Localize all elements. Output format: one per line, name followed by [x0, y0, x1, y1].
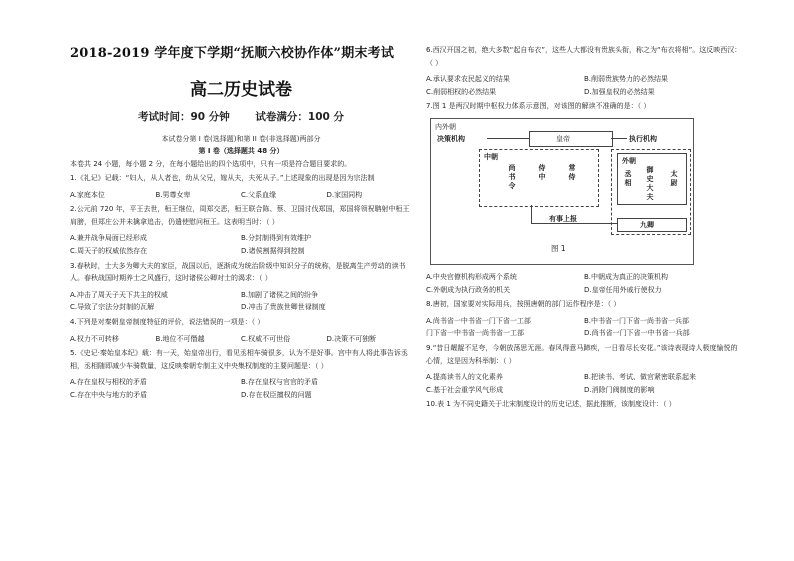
- question-stem: 春秋时，士大多为卿大夫的家臣，战国以后，逐渐成为统治阶级中知识分子的统称，是脱离生产劳动的读书人。春秋战国时期养士之风盛行，这时诸侯公卿对士的渴求：（ ）: [70, 261, 406, 283]
- option-c[interactable]: C.外朝成为执行政务的机关: [426, 285, 511, 294]
- question-2-options: [70, 232, 412, 257]
- diagram-label-emperor: 皇帝: [556, 134, 570, 143]
- option-c[interactable]: C.基于社会重学风气形成: [426, 385, 504, 394]
- question-2: [70, 203, 412, 228]
- option-c[interactable]: C.导致了宗法分封制的瓦解: [70, 303, 155, 312]
- option-a[interactable]: A.兼并战争局面已经形成: [70, 234, 147, 243]
- option-a[interactable]: A.冲击了周天子天下共主的权威: [70, 290, 168, 299]
- section-intro: 本卷共 24 小题，每小题 2 分，在每小题给出的四个选项中，只有一项是符合题目要求的。: [70, 160, 352, 168]
- diagram-caption: 图 1: [551, 243, 566, 253]
- question-6: [426, 44, 742, 69]
- question-10: [426, 398, 742, 411]
- option-c[interactable]: C.权威不可世俗: [241, 334, 291, 343]
- question-number: 7.: [426, 102, 433, 111]
- question-1: [70, 172, 412, 185]
- option-b[interactable]: B.分封制得到有效维护: [241, 234, 312, 243]
- diagram-label-report: 有事上报: [549, 214, 577, 223]
- option-b[interactable]: B.把读书、考试、做官紧密联系起来: [584, 373, 697, 382]
- exam-meta: [70, 109, 412, 124]
- question-number: 5.: [70, 349, 77, 358]
- question-number: 8.: [426, 300, 433, 309]
- question-stem: 《礼记》记载：“妇人，从人者也，幼从父兄，嫁从夫，夫死从子。”上述现象的出现是因为宗法制: [76, 174, 375, 182]
- diagram-label-nine-ministers: 九卿: [640, 220, 654, 229]
- question-number: 3.: [70, 261, 77, 270]
- option-d[interactable]: D.存在权臣擅权的问题: [241, 390, 312, 399]
- inner-court-post: 尚书令: [508, 163, 516, 190]
- full-score: 试卷满分：100 分: [255, 111, 344, 123]
- question-stem: 公元前 720 年，平王去世，桓王继位，周郑交恶，桓王联合陈、蔡、卫国讨伐郑国，郑国将领祝聃射中桓王肩膀，但郑庄公并未擒拿追击，仍遣使慰问桓王。这表明当时：（ ）: [70, 205, 410, 226]
- inner-court-post: 侍中: [538, 163, 546, 181]
- option-b[interactable]: B.地位不可僭越: [155, 334, 205, 343]
- question-stem: 《史记·秦始皇本纪》载：有一天，始皇帝出行，看见丞相车骑很多，认为不是好事。宫中有人将此事告诉丞相，丞相随即减少车骑数量，这反映秦朝专制主义中央集权制度的主要问题是：（ ）: [70, 349, 408, 370]
- question-9: [426, 342, 742, 367]
- question-4: [70, 316, 412, 329]
- question-3: [70, 260, 412, 285]
- option-a[interactable]: A.存在皇权与相权的矛盾: [70, 378, 147, 387]
- option-a[interactable]: A.家庭本位: [70, 190, 105, 199]
- question-number: 4.: [70, 317, 77, 326]
- question-7-options: [426, 271, 742, 296]
- option-c[interactable]: C.周天子的权威依然存在: [70, 246, 148, 255]
- left-column: [70, 42, 412, 402]
- diagram-label-outer-court: 外朝: [622, 156, 636, 165]
- diagram-label-decision: 决策机构: [437, 134, 465, 143]
- option-c[interactable]: C.削弱相权的必然结果: [426, 87, 497, 96]
- exam-time: 考试时间：90 分钟: [137, 111, 230, 123]
- outer-court-post: 丞相: [624, 169, 632, 187]
- emperor-box: [529, 131, 613, 147]
- option-c[interactable]: C.存在中央与地方的矛盾: [70, 390, 148, 399]
- question-stem: 图 1 是两汉时期中枢权力体系示意图，对该图的解读不准确的是：（ ）: [432, 102, 651, 111]
- question-7: [426, 100, 742, 113]
- question-stem: 表 1 为不同史籍关于北宋制度设计的历史记述，据此推断，该制度设计：（ ）: [437, 400, 676, 409]
- connector-line: [487, 138, 529, 139]
- option-d[interactable]: D.尚书省一门下省一中书省一兵部: [584, 329, 690, 338]
- question-number: 2.: [70, 205, 77, 214]
- power-structure-diagram: [430, 118, 694, 265]
- diagram-label-outer: 内外朝: [435, 122, 456, 131]
- option-b[interactable]: B.加剧了诸侯之间的纷争: [241, 290, 319, 299]
- outer-court-post: 太尉: [670, 169, 678, 187]
- question-6-options: [426, 73, 742, 98]
- exam-header: 2018-2019 学年度下学期“抚顺六校协作体”期末考试: [70, 46, 395, 61]
- question-stem: 下列是对秦朝皇帝制度特征的评价，说法错误的一项是：（ ）: [76, 317, 265, 326]
- option-a[interactable]: A.权力不可转移: [70, 334, 119, 343]
- option-d[interactable]: D.诸侯割据得到控制: [241, 246, 305, 255]
- question-number: 6.: [426, 46, 433, 54]
- question-stem: “昔日龌龊不足夸，今朝放荡思无涯。春风得意马蹄疾，一日看尽长安花。”该诗表现诗人极度愉悦的心情，这是因为科举制：（ ）: [426, 343, 738, 365]
- question-stem: 唐初，国家要对实际用兵，按照唐朝的部门运作程序是：（ ）: [432, 300, 621, 309]
- option-b[interactable]: B.男尊女卑: [155, 190, 191, 199]
- structure-note: 本试卷分第 I 卷(选择题)和第 II 卷(非选择题)两部分: [161, 135, 321, 143]
- option-c[interactable]: C.父系血缘: [241, 190, 277, 199]
- outer-court-post: 御史大夫: [646, 165, 654, 201]
- option-d[interactable]: D.冲击了贵族世卿世禄制度: [241, 303, 326, 312]
- question-number: 9.: [426, 343, 433, 352]
- option-a[interactable]: A.尚书省一中书省一门下省一工部: [426, 316, 531, 325]
- option-d[interactable]: D.家国同构: [326, 190, 363, 199]
- option-d[interactable]: D.消除门阀制度的影响: [584, 385, 655, 394]
- question-8: [426, 298, 742, 311]
- question-3-options: [70, 289, 412, 314]
- question-9-options: [426, 371, 742, 396]
- outer-court-box: [617, 153, 687, 205]
- option-b[interactable]: B.削弱贵族势力的必然结果: [584, 75, 669, 84]
- section-title: 第 I 卷（选择题共 48 分）: [198, 147, 284, 155]
- option-a[interactable]: A.中央官僚机构形成两个系统: [426, 272, 517, 281]
- connector-line: [531, 205, 532, 223]
- nine-ministers-box: [617, 218, 687, 232]
- question-1-options: [70, 189, 412, 202]
- diagram-label-exec: 执行机构: [629, 134, 657, 143]
- option-c[interactable]: 门下省一中书省一尚书省一工部: [426, 329, 524, 338]
- option-d[interactable]: D.加强皇权的必然结果: [584, 87, 655, 96]
- question-number: 1.: [70, 174, 77, 182]
- option-b[interactable]: B.中书省一门下省一尚书省一兵部: [584, 316, 690, 325]
- option-d[interactable]: D.皇帝任用外戚行使权力: [584, 285, 662, 294]
- question-8-options: [426, 315, 742, 340]
- inner-court-post: 常侍: [568, 163, 576, 181]
- question-number: 10.: [426, 400, 438, 409]
- question-5-options: [70, 376, 412, 401]
- question-stem: 西汉开国之初，绝大多数“起自布衣”，这些人大都没有贵族头衔，称之为“布衣将相”。这反映西汉：（ ）: [426, 46, 742, 67]
- question-5: [70, 347, 412, 372]
- option-a[interactable]: A.提高读书人的文化素养: [426, 373, 503, 382]
- question-4-options: [70, 333, 412, 346]
- option-d[interactable]: D.决策不可独断: [326, 334, 377, 343]
- option-a[interactable]: A.承认要求农民起义的结果: [426, 75, 510, 84]
- option-b[interactable]: B.存在皇权与官官的矛盾: [241, 378, 319, 387]
- option-b[interactable]: B.中朝成为真正的决策机构: [584, 272, 669, 281]
- inner-court-group: [479, 149, 599, 207]
- connector-line: [611, 138, 627, 139]
- page-title: 高二历史试卷: [190, 80, 292, 100]
- diagram-label-inner: 中朝: [484, 152, 498, 161]
- right-column: [426, 42, 742, 411]
